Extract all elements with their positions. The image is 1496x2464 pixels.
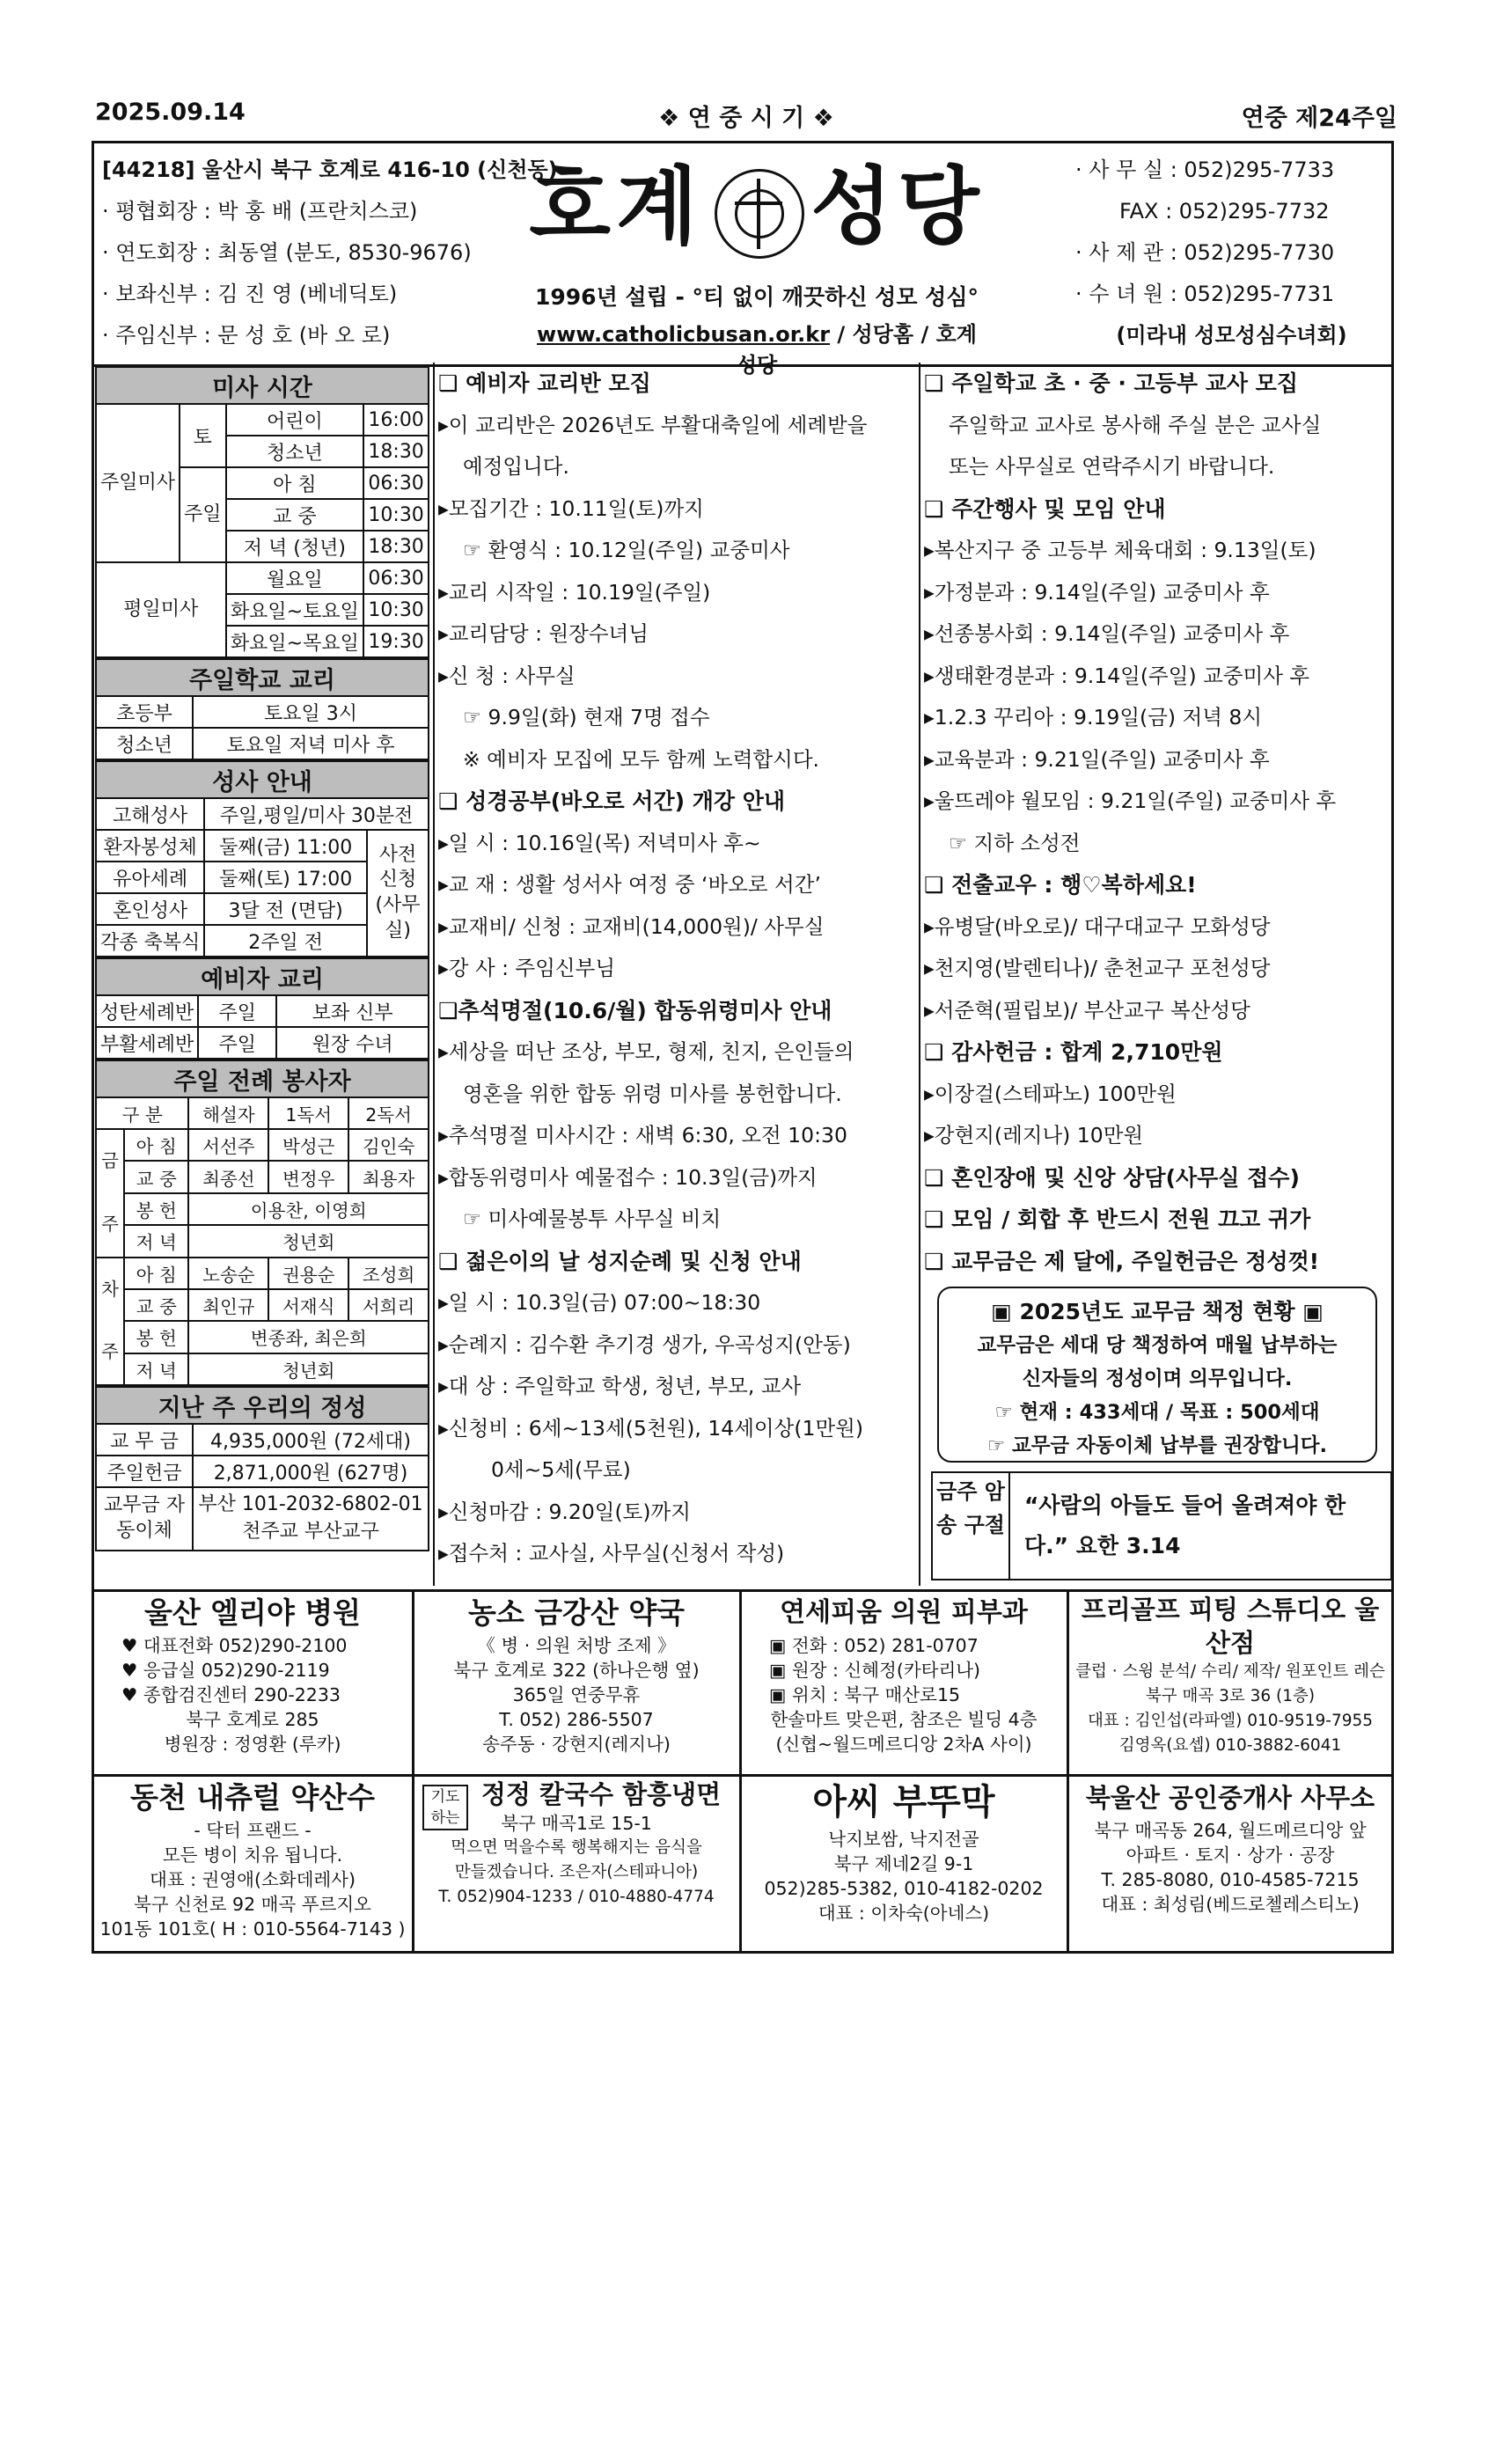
- liturgy-servers-table: [95, 1060, 429, 1386]
- contact-line: · 수 녀 원 : 052)295-7731: [1075, 282, 1335, 306]
- notice-line: ▸천지영(발렌티나)/ 춘천교구 포천성당: [924, 956, 1271, 980]
- school-time: 토요일 저녁 미사 후: [193, 728, 429, 759]
- ad-line: 클럽 · 스윙 분석/ 수리/ 제작/ 원포인트 레슨: [1075, 1662, 1385, 1681]
- header-left: [102, 150, 558, 356]
- offering-value: 4,935,000원 (72세대): [193, 1424, 429, 1456]
- memory-verse-box: [931, 1471, 1392, 1580]
- notices-middle-column: [438, 363, 913, 1575]
- mass-name: 저 녁 (청년): [226, 531, 364, 562]
- ad-restaurant: [743, 1778, 1065, 1950]
- notice-heading: ❑ 젊은이의 날 성지순례 및 신청 안내: [438, 1248, 802, 1274]
- server-name: 권용순: [268, 1258, 348, 1289]
- notice-heading: ❑ 교무금은 제 달에, 주일헌금은 정성껏!: [924, 1248, 1320, 1274]
- ad-line: T. 052)904-1233 / 010-4880-4774: [438, 1888, 715, 1906]
- mass-slot: 아 침: [124, 1129, 188, 1161]
- dues-box-line: 교무금은 세대 당 책정하여 매월 납부하는: [977, 1334, 1338, 1357]
- notice-line: ▸교리 시작일 : 10.19일(주일): [438, 579, 711, 605]
- ad-line: - 닥터 프랜드 -: [194, 1820, 312, 1841]
- ad-line: 365일 연중무휴: [512, 1684, 641, 1705]
- servers-head: 2독서: [348, 1097, 429, 1129]
- mass-name: 교 중: [226, 499, 364, 531]
- notices-right-column: [924, 363, 1390, 1282]
- mass-time: 06:30: [363, 467, 429, 499]
- ad-line: 병원장 : 정영환 (루카): [164, 1734, 341, 1755]
- ad-line: 낙지보쌈, 낙지전골: [828, 1829, 979, 1850]
- mass-name: 화요일~목요일: [226, 626, 364, 657]
- notice-heading: ❑ 전출교우 : 행♡복하세요!: [924, 872, 1197, 898]
- dues-box-line: ▣ 2025년도 교무금 책정 현황 ▣: [991, 1299, 1324, 1324]
- mass-slot: 아 침: [124, 1258, 188, 1289]
- this-week-label: 금주: [96, 1129, 124, 1258]
- servers-head: 해설자: [188, 1097, 268, 1129]
- ad-name: 정정 칼국수 함흥냉면: [480, 1779, 722, 1809]
- header-center: [528, 150, 986, 378]
- title-part-2: 성당: [810, 157, 985, 256]
- notice-line: ▸복산지구 중 고등부 체육대회 : 9.13일(토): [924, 538, 1316, 562]
- ad-line: 《 병 · 의원 처방 조제 》: [477, 1635, 676, 1656]
- notice-line: ▸교육분과 : 9.21일(주일) 교중미사 후: [924, 746, 1270, 772]
- notice-heading: ❑ 주일학교 초 · 중 · 고등부 교사 모집: [924, 370, 1298, 396]
- notice-line: ▸일 시 : 10.16일(목) 저녁미사 후~: [438, 830, 761, 855]
- notice-line: ▸선종봉사회 : 9.14일(주일) 교중미사 후: [924, 621, 1290, 646]
- ad-line: 모든 병이 치유 됩니다.: [162, 1844, 343, 1866]
- notice-line: ▸순례지 : 김수환 추기경 생가, 우곡성지(안동): [438, 1331, 851, 1357]
- mass-slot: 봉 헌: [124, 1193, 188, 1225]
- ads-divider-mid: [92, 1774, 1394, 1777]
- liturgical-week: 연중 제24주일: [1241, 105, 1397, 132]
- ad-line: 대표 : 김인섭(라파엘) 010-9519-7955: [1087, 1712, 1374, 1730]
- notice-line: ▸울뜨레야 월모임 : 9.21일(주일) 교중미사 후: [924, 788, 1337, 813]
- mass-slot: 저 녁: [124, 1353, 188, 1385]
- header-info: · 연도회장 : 최동열 (분도, 8530-9676): [102, 240, 472, 265]
- notice-line: 예정입니다.: [463, 454, 569, 479]
- memory-verse-label: 금주 암송 구절: [933, 1473, 1010, 1579]
- server-name: 청년회: [188, 1353, 429, 1385]
- ad-realty: [1070, 1778, 1390, 1950]
- mass-time: 18:30: [363, 436, 429, 467]
- mass-time: 10:30: [363, 594, 429, 626]
- header-info: · 보좌신부 : 김 진 영 (베네딕토): [102, 282, 398, 306]
- ad-line: ♥ 종합검진센터 290-2233: [121, 1684, 341, 1705]
- sunday-school-title: 주일학교 교리: [96, 659, 429, 696]
- notice-line: ▸세상을 떠난 조상, 부모, 형제, 친지, 은인들의: [438, 1039, 854, 1064]
- offering-title: 지난 주 우리의 정성: [96, 1387, 429, 1424]
- ad-line: 052)285-5382, 010-4182-0202: [764, 1878, 1044, 1899]
- ad-name: 동천 내츄럴 약산수: [129, 1780, 375, 1815]
- notice-heading: ❑ 혼인장애 및 신앙 상담(사무실 접수): [924, 1164, 1300, 1191]
- notice-line: ▸강현지(레지나) 10만원: [924, 1123, 1144, 1148]
- offering-label: 주일헌금: [96, 1456, 193, 1487]
- contact-line: FAX : 052)295-7732: [1119, 199, 1330, 224]
- class-day: 주일: [198, 995, 276, 1027]
- parish-emblem-icon: [715, 169, 804, 259]
- mass-name: 월요일: [226, 562, 364, 594]
- dues-status-box: [937, 1287, 1377, 1463]
- server-name: 조성희: [348, 1258, 429, 1289]
- contact-line: · 사 무 실 : 052)295-7733: [1075, 158, 1335, 182]
- sacrament-name: 각종 축복식: [96, 925, 204, 957]
- ad-line: 김영옥(요셉) 010-3882-6041: [1118, 1736, 1342, 1755]
- ad-clinic: [743, 1593, 1065, 1772]
- dues-box-line: 신자들의 정성이며 의무입니다.: [1022, 1368, 1293, 1390]
- auto-transfer-account: 부산 101-2032-6802-01 천주교 부산교구: [193, 1487, 429, 1551]
- mass-slot: 저 녁: [124, 1225, 188, 1257]
- server-name: 최용자: [348, 1161, 429, 1192]
- ad-tag: 기도하는: [422, 1785, 468, 1830]
- mass-times-table: [95, 366, 429, 658]
- memory-verse-text: “사람의 아들도 들어 올려져야 한다.” 요한 3.14: [1024, 1492, 1346, 1558]
- server-name: 김인숙: [348, 1129, 429, 1161]
- ad-line: 북구 매곡1로 15-1: [501, 1813, 652, 1834]
- notice-line: ▸교 재 : 생활 성서사 여정 중 ‘바오로 서간’: [438, 872, 821, 897]
- catechumen-title: 예비자 교리: [96, 958, 429, 995]
- notice-line: ▸이 교리반은 2026년도 부활대축일에 세례받을: [438, 412, 868, 437]
- mass-time: 18:30: [363, 531, 429, 562]
- notice-line: ▸대 상 : 주일학교 학생, 청년, 부모, 교사: [438, 1374, 802, 1398]
- ad-name: 울산 엘리야 병원: [143, 1595, 362, 1630]
- sacrament-name: 유아세례: [96, 862, 204, 893]
- sacrament-time: 주일,평일/미사 30분전: [204, 798, 429, 830]
- sacrament-name: 고해성사: [96, 798, 204, 830]
- sunday-school-table: [95, 658, 429, 760]
- offering-value: 2,871,000원 (627명): [193, 1456, 429, 1487]
- notice-line: ▸모집기간 : 10.11일(토)까지: [438, 495, 704, 521]
- mass-time: 19:30: [363, 626, 429, 657]
- catechumen-table: [95, 957, 429, 1060]
- offering-label: 교 무 금: [96, 1424, 193, 1456]
- notice-line: ▸가정분과 : 9.14일(주일) 교중미사 후: [924, 579, 1270, 605]
- ad-water: [95, 1778, 410, 1950]
- mass-times-title: 미사 시간: [96, 367, 429, 404]
- offering-table: [95, 1386, 429, 1551]
- notice-line: ※ 예비자 모집에 모두 함께 노력합시다.: [463, 746, 820, 772]
- notice-heading: ❑ 감사헌금 : 합계 2,710만원: [924, 1039, 1223, 1065]
- ads-divider-top: [92, 1589, 1394, 1592]
- notice-line: ☞ 9.9일(화) 현재 7명 접수: [463, 705, 710, 730]
- ad-line: 아파트 · 토지 · 상가 · 공장: [1126, 1844, 1335, 1866]
- sacrament-time: 2주일 전: [204, 925, 367, 957]
- header-info: · 평협회장 : 박 홍 배 (프란치스코): [102, 199, 418, 224]
- notice-heading: ❑ 주간행사 및 모임 안내: [924, 495, 1166, 522]
- notice-line: ▸이장걸(스테파노) 100만원: [924, 1081, 1177, 1106]
- ad-line: 만들겠습니다. 조은자(스테파니아): [454, 1863, 699, 1881]
- bulletin-date: 2025.09.14: [95, 99, 246, 126]
- notice-heading: ❑ 예비자 교리반 모집: [438, 370, 651, 396]
- school-group: 초등부: [96, 696, 193, 728]
- ad-line: ♥ 대표전화 052)290-2100: [121, 1635, 348, 1656]
- sacraments-title: 성사 안내: [96, 761, 429, 798]
- address: [44218] 울산시 북구 호계로 416-10 (신천동): [102, 158, 558, 182]
- ad-golf: [1070, 1593, 1390, 1772]
- server-name: 청년회: [188, 1225, 429, 1257]
- notice-line: ▸신 청 : 사무실: [438, 663, 576, 688]
- sunday-label: 주일: [180, 467, 226, 562]
- notice-line: ▸강 사 : 주임신부님: [438, 956, 616, 980]
- notice-line: ▸서준혁(필립보)/ 부산교구 복산성당: [924, 997, 1250, 1023]
- notice-line: ▸유병달(바오로)/ 대구대교구 모화성당: [924, 913, 1271, 939]
- notice-line: ▸교리담당 : 원장수녀님: [438, 621, 649, 646]
- sacrament-time: 둘째(금) 11:00: [204, 830, 367, 862]
- founding-slogan: 1996년 설립 - °티 없이 깨끗하신 성모 성심°: [535, 284, 979, 310]
- website-link[interactable]: www.catholicbusan.or.kr: [537, 322, 831, 347]
- notice-line: 0세~5세(무료): [491, 1457, 631, 1482]
- notice-heading: ❑추석명절(10.6/월) 합동위령미사 안내: [438, 997, 832, 1023]
- column-divider: [433, 363, 435, 1586]
- column-divider: [919, 363, 920, 1586]
- mass-slot: 교 중: [124, 1161, 188, 1192]
- sacrament-time: 3달 전 (면담): [204, 893, 367, 925]
- notice-line: ☞ 지하 소성전: [949, 830, 1081, 855]
- notice-heading: ❑ 성경공부(바오로 서간) 개강 안내: [438, 788, 786, 814]
- notice-line: ▸일 시 : 10.3일(금) 07:00~18:30: [438, 1290, 761, 1315]
- advance-request-note: 사전 신청 (사무실): [367, 830, 429, 957]
- ad-line: 먹으면 먹을수록 행복해지는 음식을: [451, 1838, 702, 1857]
- ad-line: 북구 매곡 3로 36 (1층): [1145, 1687, 1316, 1705]
- ad-name: 농소 금강산 약국: [467, 1595, 686, 1630]
- liturgical-season: ❖ 연 중 시 기 ❖: [658, 105, 834, 132]
- server-name: 서희리: [348, 1289, 429, 1321]
- notice-line: ▸접수처 : 교사실, 사무실(신청서 작성): [438, 1541, 785, 1566]
- class-day: 주일: [198, 1027, 276, 1059]
- weekday-mass-label: 평일미사: [96, 562, 226, 657]
- ad-divider: [739, 1589, 742, 1954]
- contact-line: (미라내 성모성심수녀회): [1116, 323, 1347, 348]
- ad-line: ▣ 전화 : 052) 281-0707: [769, 1635, 979, 1656]
- title-part-1: 호계: [529, 157, 703, 256]
- sacraments-table: [95, 760, 429, 957]
- server-name: 서재식: [268, 1289, 348, 1321]
- mass-time: 06:30: [363, 562, 429, 594]
- ad-line: 대표 : 권영애(소화데레사): [150, 1869, 356, 1890]
- servers-head: 1독서: [268, 1097, 348, 1129]
- ad-line: T. 052) 286-5507: [499, 1709, 654, 1730]
- ad-line: ▣ 위치 : 북구 매산로15: [769, 1684, 961, 1705]
- ad-line: 송주동 · 강현지(레지나): [482, 1734, 671, 1755]
- ad-line: 북구 호계로 322 (하나은행 옆): [453, 1660, 700, 1681]
- mass-slot: 교 중: [124, 1289, 188, 1321]
- server-name: 최인규: [188, 1289, 268, 1321]
- header-info: · 주임신부 : 문 성 호 (바 오 로): [102, 323, 391, 348]
- notice-line: ☞ 환영식 : 10.12일(주일) 교중미사: [463, 538, 790, 562]
- saturday-label: 토: [180, 404, 226, 467]
- ad-name: 연세피움 의원 피부과: [780, 1597, 1028, 1628]
- mass-slot: 봉 헌: [124, 1321, 188, 1353]
- ad-line: 한솔마트 맞은편, 참조은 빌딩 4층: [770, 1709, 1038, 1730]
- ad-line: 대표 : 최성림(베드로첼레스티노): [1101, 1894, 1360, 1915]
- ad-noodles: [415, 1778, 737, 1950]
- servers-title: 주일 전례 봉사자: [96, 1060, 429, 1097]
- ad-line: 북구 제네2길 9-1: [833, 1853, 974, 1874]
- contact-line: · 사 제 관 : 052)295-7730: [1075, 240, 1335, 265]
- class-teacher: 원장 수녀: [276, 1027, 429, 1059]
- ad-line: (신협~월드메르디앙 2차A 사이): [775, 1734, 1032, 1755]
- server-name: 변정우: [268, 1161, 348, 1192]
- mass-name: 화요일~토요일: [226, 594, 364, 626]
- school-time: 토요일 3시: [193, 696, 429, 728]
- mass-time: 16:00: [363, 404, 429, 436]
- ad-line: ▣ 원장 : 신혜정(카타리나): [769, 1660, 981, 1681]
- notice-line: ▸신청마감 : 9.20일(토)까지: [438, 1499, 691, 1524]
- servers-head: 구 분: [96, 1097, 188, 1129]
- dues-box-line: ☞ 교무금 자동이체 납부를 권장합니다.: [986, 1434, 1328, 1457]
- notice-line: 주일학교 교사로 봉사해 주실 분은 교사실: [949, 412, 1322, 437]
- ad-line: ♥ 응급실 052)290-2119: [121, 1660, 330, 1681]
- notice-line: 영혼을 위한 합동 위령 미사를 봉헌합니다.: [463, 1081, 842, 1106]
- class-name: 성탄세례반: [96, 995, 198, 1027]
- server-name: 최종선: [188, 1161, 268, 1192]
- ad-name: 북울산 공인중개사 사무소: [1085, 1783, 1375, 1813]
- notice-heading: ❑ 모임 / 회합 후 반드시 전원 끄고 귀가: [924, 1206, 1311, 1232]
- notice-line: ▸합동위령미사 예물접수 : 10.3일(금)까지: [438, 1164, 818, 1190]
- left-column: [95, 366, 429, 1551]
- mass-name: 청소년: [226, 436, 364, 467]
- class-teacher: 보좌 신부: [276, 995, 429, 1027]
- sunday-mass-label: 주일미사: [96, 404, 180, 562]
- ad-hospital: [95, 1593, 410, 1772]
- notice-line: ▸1.2.3 꾸리아 : 9.19일(금) 저녁 8시: [924, 705, 1263, 730]
- top-line: [95, 95, 1397, 132]
- server-name: 이용찬, 이영희: [188, 1193, 429, 1225]
- server-name: 변종좌, 최은희: [188, 1321, 429, 1353]
- ad-pharmacy: [415, 1593, 737, 1772]
- auto-transfer-label: 교무금 자동이체: [96, 1487, 193, 1551]
- sacrament-time: 둘째(토) 17:00: [204, 862, 367, 893]
- notice-line: ▸신청비 : 6세~13세(5천원), 14세이상(1만원): [438, 1415, 864, 1441]
- ad-line: 북구 신천로 92 매곡 푸르지오: [134, 1894, 371, 1915]
- server-name: 노송순: [188, 1258, 268, 1289]
- ad-name: 아씨 부뚜막: [812, 1782, 995, 1822]
- notice-line: ▸교재비/ 신청 : 교재비(14,000원)/ 사무실: [438, 913, 825, 939]
- notice-line: ☞ 미사예물봉투 사무실 비치: [463, 1206, 722, 1231]
- notice-line: ▸생태환경분과 : 9.14일(주일) 교중미사 후: [924, 663, 1310, 688]
- ad-name: 프리골프 피팅 스튜디오 울산점: [1081, 1595, 1380, 1658]
- school-group: 청소년: [96, 728, 193, 759]
- mass-name: 아 침: [226, 467, 364, 499]
- next-week-label: 차주: [96, 1258, 124, 1386]
- server-name: 서선주: [188, 1129, 268, 1161]
- ad-line: 대표 : 이차숙(아네스): [818, 1903, 990, 1924]
- website-tail: / 성당홈 / 호계성당: [736, 322, 977, 378]
- ad-line: T. 285-8080, 010-4585-7215: [1101, 1869, 1360, 1890]
- server-name: 박성근: [268, 1129, 348, 1161]
- mass-time: 10:30: [363, 499, 429, 531]
- notice-line: 또는 사무실로 연락주시기 바랍니다.: [949, 454, 1275, 479]
- header-right: [1075, 150, 1388, 356]
- mass-name: 어린이: [226, 404, 364, 436]
- ad-line: 북구 호계로 285: [186, 1709, 319, 1730]
- sacrament-name: 혼인성사: [96, 893, 204, 925]
- ad-divider: [1067, 1589, 1069, 1954]
- ad-line: 북구 매곡동 264, 월드메르디앙 앞: [1094, 1820, 1367, 1841]
- dues-box-line: ☞ 현재 : 433세대 / 목표 : 500세대: [994, 1401, 1320, 1424]
- ad-divider: [412, 1589, 414, 1954]
- notice-line: ▸추석명절 미사시간 : 새벽 6:30, 오전 10:30: [438, 1123, 847, 1148]
- class-name: 부활세례반: [96, 1027, 198, 1059]
- sacrament-name: 환자봉성체: [96, 830, 204, 862]
- ad-line: 101동 101호( H : 010-5564-7143 ): [99, 1918, 406, 1940]
